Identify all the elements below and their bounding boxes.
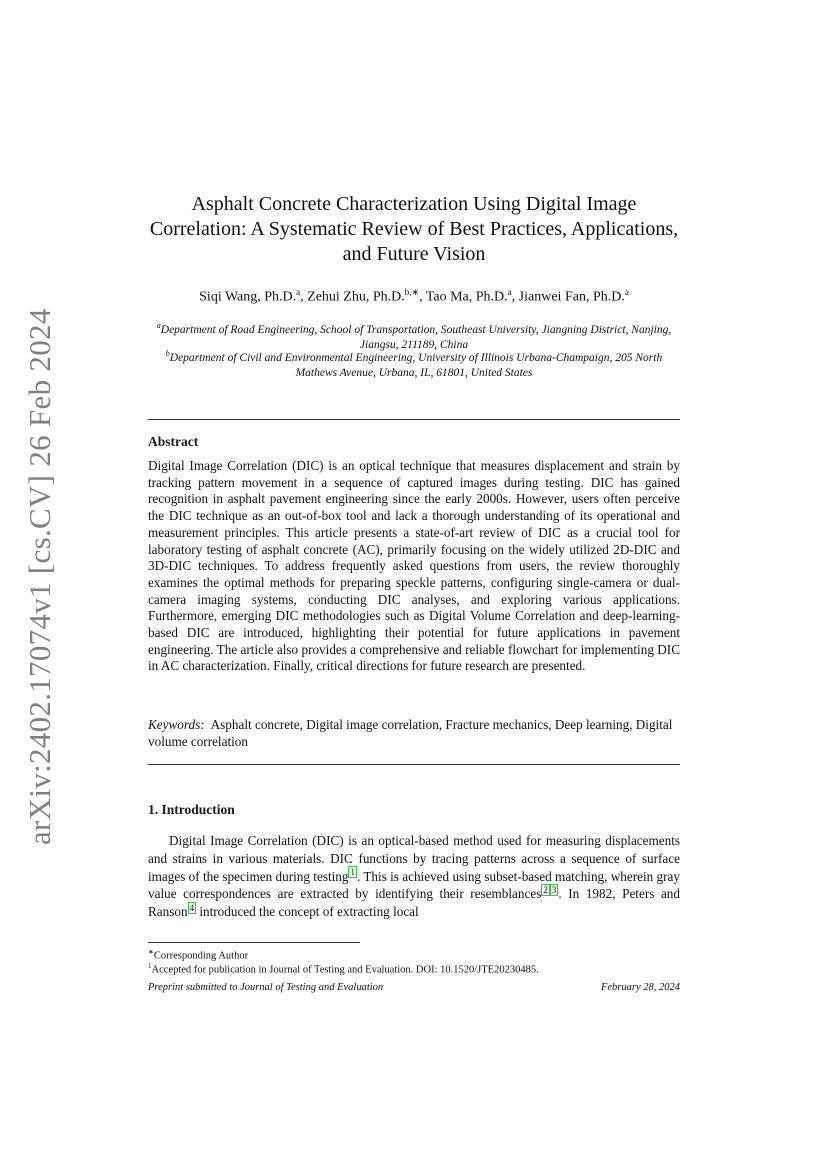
author-name: Tao Ma, Ph.D. xyxy=(425,289,508,305)
section-heading: 1. Introduction xyxy=(148,802,235,817)
footnote-mark: ∗ xyxy=(148,948,154,956)
abstract-heading: Abstract xyxy=(148,434,199,449)
citation-link[interactable]: 2 xyxy=(543,885,548,895)
author-affiliation-mark: b,∗ xyxy=(404,287,420,297)
author-affiliation-mark: a xyxy=(624,287,629,297)
author-affiliation-mark: a xyxy=(507,287,512,297)
citation-link[interactable]: 4 xyxy=(189,902,195,913)
arxiv-identifier[interactable]: arXiv:2402.17074v1 [cs.CV] 26 Feb 2024 xyxy=(22,308,57,845)
affiliation-mark: b xyxy=(165,349,170,358)
author-name: Zehui Zhu, Ph.D. xyxy=(307,289,405,305)
footnote xyxy=(148,960,680,977)
author-list: Siqi Wang, Ph.D.$^a$, Zehui Zhu, Ph.D.$^{b,∗}$, Tao Ma, Ph.D.$^a$, Jianwei Fan, Ph.D.$^a$ xyxy=(199,287,629,305)
abstract-text: Digital Image Correlation (DIC) is an optical technique that measures displacement and strain by tracking pattern movement in a sequence of captured images during testing. DIC has gained recognition in asphalt pavement engineering since the early 2000s. However, users often perceive the DIC technique as an out-of-box tool and lack a thorough understanding of its operational and measurement principles. This article presents a state-of-art review of DIC as a crucial tool for laboratory testing of asphalt concrete (AC), primarily focusing on the widely utilized 2D-DIC and 3D-DIC techniques. To address frequently asked questions from users, the review thoroughly examines the optimal methods for preparing speckle patterns, configuring single-camera or dual-camera imaging systems, conducting DIC analyses, and exploring various applications. Furthermore, emerging DIC methodologies such as Digital Volume Correlation and deep-learning-based DIC are introduced, highlighting their potential for future applications in pavement engineering. The article also provides a comprehensive and reliable flowchart for implementing DIC in AC characterization. Finally, critical directions for future research are presented. xyxy=(148,458,680,674)
keywords-label: Keywords: xyxy=(148,717,205,732)
affiliation xyxy=(148,346,680,381)
keywords-text: Asphalt concrete, Digital image correlation, Fracture mechanics, Deep learning, Digital volume correlation xyxy=(148,717,673,749)
page-footer xyxy=(148,982,680,993)
author-name: Siqi Wang, Ph.D. xyxy=(199,289,297,305)
bottom-rule xyxy=(148,764,680,765)
footnote-mark: 1 xyxy=(148,962,152,970)
introduction-paragraph xyxy=(148,832,680,921)
keywords xyxy=(148,717,680,750)
affiliation-mark: a xyxy=(156,321,161,330)
footnote-text: Accepted for publication in Journal of Testing and Evaluation. DOI: 10.1520/JTE20230485. xyxy=(151,964,539,976)
footnote-rule xyxy=(148,942,360,943)
citation-link[interactable]: 1 xyxy=(350,867,355,878)
footnote-text: Corresponding Author xyxy=(153,950,249,962)
top-rule xyxy=(148,419,680,420)
paragraph-text: Digital Image Correlation (DIC) is an optical-based method used for measuring displacements and strains in various materials. DIC functions by tracing patterns across a sequence of surface images of the specimen during testing xyxy=(148,833,680,884)
footer-journal: Preprint submitted to Journal of Testing and Evaluation xyxy=(148,982,384,993)
footer-date: February 28, 2024 xyxy=(600,982,680,993)
paragraph-text: introduced the concept of extracting local xyxy=(196,904,419,920)
paragraph-text: . This is achieved using subset-based matching, wherein gray value correspondences are extracted by identifying their resemblances xyxy=(148,868,680,902)
affiliation-text: Department of Road Engineering, School of Transportation, Southeast University, Jiangning District, Nanjing, Jiangsu, 211189, China xyxy=(160,323,672,351)
paper-title: Asphalt Concrete Characterization Using Digital Image Correlation: A Systematic Review of Best Practices, Applications, and Future Vision xyxy=(149,193,679,265)
author-affiliation-mark: a xyxy=(296,287,301,297)
paragraph-text: . In 1982, Peters and Ranson xyxy=(148,886,680,920)
author-name: Jianwei Fan, Ph.D. xyxy=(518,289,625,305)
affiliation-text: Department of Civil and Environmental Engineering, University of Illinois Urbana-Champaign, 205 North Mathews Avenue, Urbana, IL, 61801, United States xyxy=(169,351,663,379)
citation-link[interactable]: 3 xyxy=(551,885,557,895)
